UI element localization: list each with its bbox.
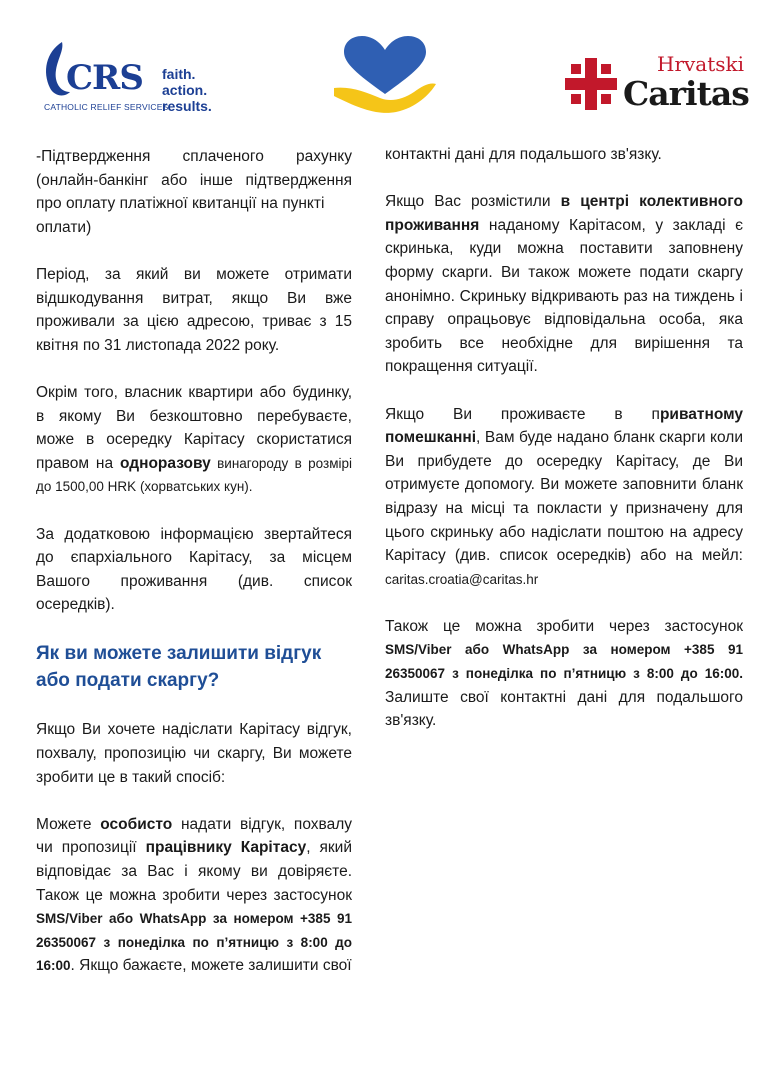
crs-name: CRS [66,58,143,98]
bold-run: одноразову [119,454,211,472]
crs-tagline-line: action. [162,82,208,98]
crs-tagline-line: faith. [162,66,196,82]
text-run: надати відгук, похвалу чи пропозиції [36,815,352,857]
crs-subtitle: CATHOLIC RELIEF SERVICES [44,102,169,112]
paragraph-period: Період, за який ви можете отримати відшкодування витрат, якщо Ви вже проживали за цією адресою, триває з 15 квітня по 31 листопада 2022 року. [36,265,352,354]
bold-run: особисто [100,815,173,833]
caritas-cross-icon [565,58,617,110]
right-column [385,143,743,756]
text-run: Якщо Ви проживаєте в п [385,405,660,423]
text-run: , Вам буде надано бланк скарги коли Ви прибудете до осередку Карітасу, де Ви отримуєте допомогу. Ви можете заповнити бланк відразу на місці та покласти у призначену для цього скриньку або надіслати поштою на адресу Карітасу (див. список осередків) або на мейл: [385,429,743,565]
bold-run: в центрі колективного проживання [385,193,743,234]
heart-in-hand-icon [330,36,440,116]
bold-run: SMS/Viber або WhatsApp за номером +385 91 26350067 з понеділка по п’ятницю з 8:00 до 16:00. [385,642,743,682]
text-run: , який відповідає за Вас і якому ви довіряєте. Також це можна зробити через застосунок [36,839,353,904]
left-column [36,145,352,1002]
paragraph-feedback-intro: Якщо Ви хочете надіслати Карітасу відгук, похвалу, пропозицію чи скаргу, Ви можете зробити це в такий спосіб: [36,721,352,786]
bold-run: риватному помешканні [385,405,743,447]
caritas-top-text: Hrvatski [657,52,745,76]
caritas-main-text: Caritas [623,74,749,113]
bold-run: працівнику Карітасу [145,839,307,857]
caritas-logo [565,52,750,117]
bold-run: SMS/Viber або WhatsApp за номером +385 91 26350067 з понеділка по п’ятницю з 8:00 до 16:00 [36,911,352,974]
text-run: Окрім того, власник квартири або будинку, в якому Ви безкоштовно перебуваєте, може в осередку Карітасу скористатися правом на [36,383,352,472]
crs-tagline-line: results. [162,98,212,114]
text-run: Якщо Вас розмістили [385,193,561,211]
paragraph-private-accommodation [385,403,743,592]
text-run: наданому Карітасом, у закладі є скринька, куди можна поставити заповнену форму скарги. Ви також можете подати скаргу анонімно. Скриньку відкривають раз на тиждень і справу опрацьовує відповідальна особа, яка зробить все необхідне для вирішення та покращення ситуації. [385,216,743,376]
paragraph-payment-proof [36,145,352,239]
text-run: Можете [36,815,101,833]
paragraph-app-contact [385,615,743,733]
crs-tagline [162,66,212,114]
section-heading: Як ви можете залишити відгук або подати скаргу? [36,643,322,692]
text-run: Також це можна зробити через застосунок [385,617,743,635]
paragraph-collective-center [385,190,743,379]
paragraph-contact-continued: контактні дані для подальшого зв'язку. [385,146,662,163]
paragraph-personal-feedback [36,813,352,978]
page-header [0,0,770,135]
paragraph-text: -Підтвердження сплаченого рахунку (онлайн-банкінг або інше підтвердження про оплату платіжної квитанції на пункті [36,148,352,213]
email-link[interactable]: caritas.croatia@caritas.hr [385,571,539,587]
crs-logo [40,38,230,118]
paragraph-text: оплати) [36,218,92,236]
text-run: Залиште свої контактні дані для подальшого зв'язку. [385,688,743,730]
paragraph-more-info: За додатковою інформацією звертайтеся до єпархіального Карітасу, за місцем Вашого проживання (див. список осередків). [36,525,352,614]
paragraph-owner-compensation [36,381,352,499]
text-run: винагороду в розмірі до 1500,00 HRK (хорватських кун). [36,455,352,495]
text-run: . Якщо бажаєте, можете залишити свої [70,957,352,975]
